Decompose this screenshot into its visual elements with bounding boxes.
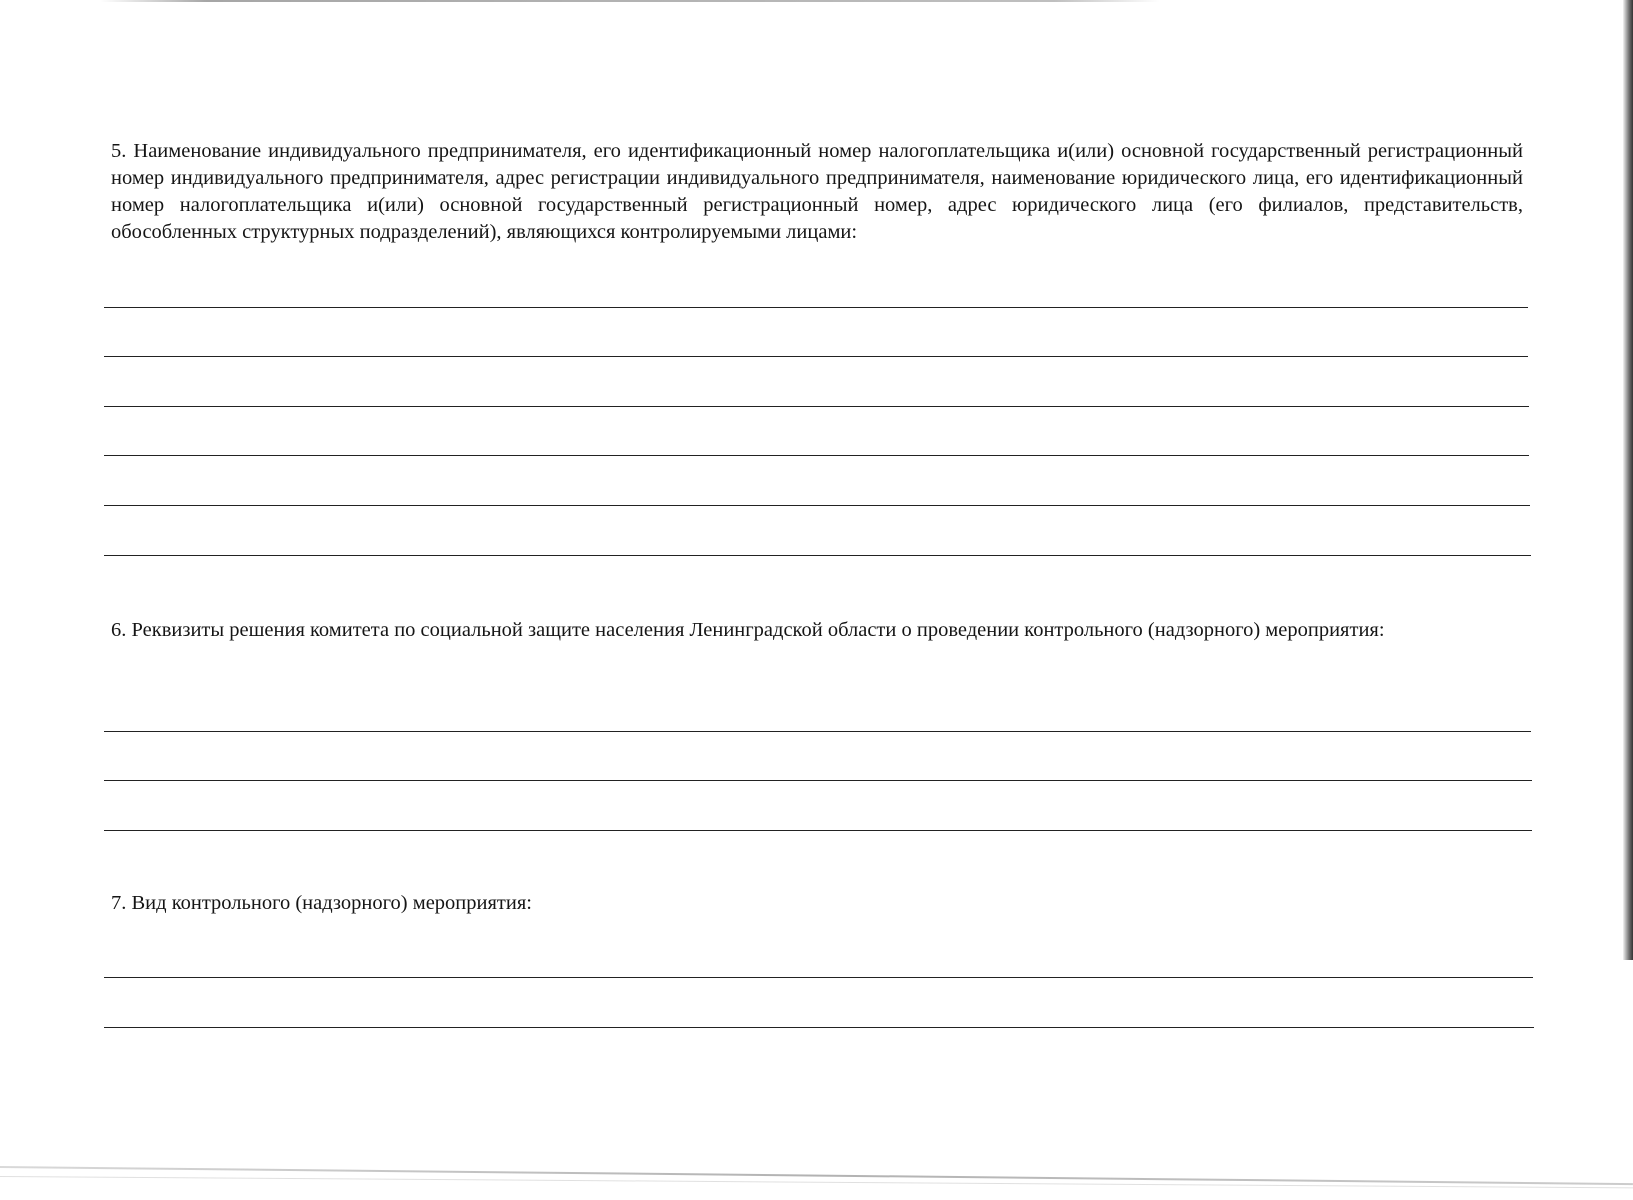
section-5-fill-line[interactable] (104, 406, 1529, 407)
section-6-fill-line[interactable] (104, 731, 1531, 732)
section-5-fill-line[interactable] (104, 505, 1530, 506)
section-6-fill-line[interactable] (104, 830, 1532, 831)
section-7-fill-line[interactable] (104, 977, 1533, 978)
section-5-fill-line[interactable] (104, 307, 1528, 308)
section-5-fill-line[interactable] (104, 356, 1528, 357)
section-6-fill-line[interactable] (104, 780, 1532, 781)
section-5-fill-line[interactable] (104, 455, 1529, 456)
section-7-text: 7. Вид контрольного (надзорного) мероприятия: (111, 892, 532, 914)
section-7-fill-line[interactable] (104, 1027, 1534, 1028)
scan-right-edge (1623, 0, 1633, 960)
section-5-text: 5. Наименование индивидуального предпринимателя, его идентификационный номер налогоплательщика и(или) основной государственный регистрационный номер индивидуального предпринимателя, адрес регистрации индивидуального предпринимателя, наименование юридического лица, его идентификационный номер налогоплательщика и(или) основной государственный регистрационный номер, адрес юридического лица (его филиалов, представительств, обособленных структурных подразделений), являющихся контролируемыми лицами: (111, 140, 1523, 243)
scan-top-edge (100, 0, 1160, 2)
section-5-fill-line[interactable] (104, 555, 1531, 556)
section-6-text: 6. Реквизиты решения комитета по социальной защите населения Ленинградской области о проведении контрольного (надзорного) мероприятия: (111, 619, 1385, 641)
